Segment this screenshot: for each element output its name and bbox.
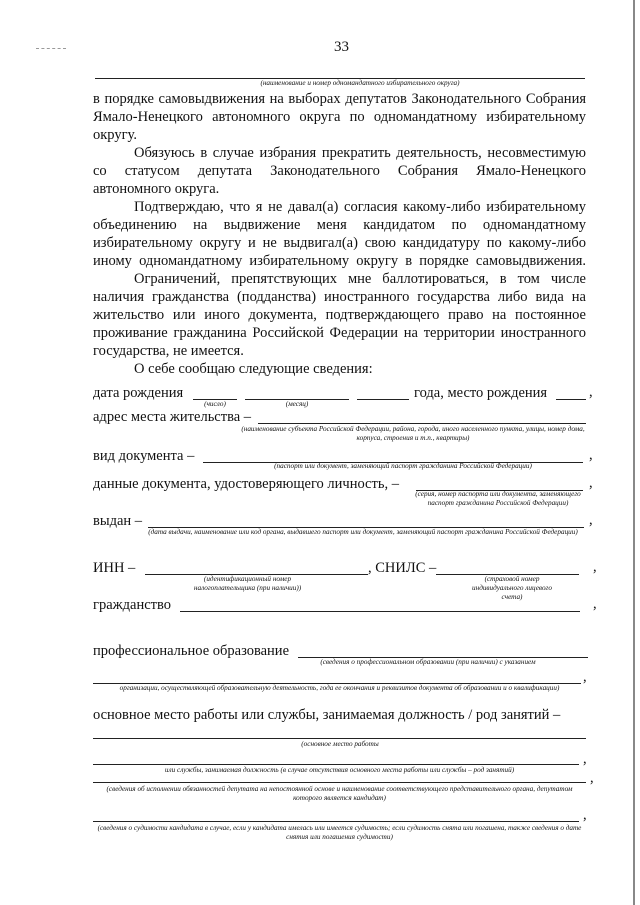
doc-type-hint: (паспорт или документ, заменяющий паспорт гражданина Российской Федерации) xyxy=(274,462,532,470)
doc-type-label: вид документа – xyxy=(93,448,195,464)
p3-line2: объединению на выдвижение меня кандидатом по одномандатному xyxy=(93,217,586,233)
district-hint: (наименование и номер одномандатного избирательного округа) xyxy=(260,79,460,87)
citizenship-label: гражданство xyxy=(93,597,171,613)
doc-data-label: данные документа, удостоверяющего личность, – xyxy=(93,476,399,492)
p1-line1: в порядке самовыдвижения на выборах депутатов Законодательного Собрания xyxy=(93,91,586,107)
p4-line4: проживание гражданина Российской Федерации на территории иностранного xyxy=(93,325,586,341)
p3-line1: Подтверждаю, что я не давал(а) согласия какому-либо избирательному xyxy=(134,199,586,215)
issued-hint: (дата выдачи, наименование или код органа, выдавшего паспорт или документ, заменяющий паспорт гражданина Российской Федерации) xyxy=(148,528,578,536)
work-hint-1: (основное место работы xyxy=(301,740,379,748)
p4-line1: Ограничений, препятствующих мне баллотироваться, в том числе xyxy=(134,271,586,287)
snils-label: , СНИЛС – xyxy=(368,560,437,576)
birth-place-label: года, место рождения xyxy=(414,385,548,401)
comma: , xyxy=(583,751,587,767)
comma: , xyxy=(593,559,597,575)
p3-line4: иному одномандатному избирательному округу в порядке самовыдвижения. xyxy=(93,253,586,269)
conviction-hint: (сведения о судимости кандидата в случае, если у кандидата имелась или имеется судимость; если судимость снята или погашена, также сведения о дате снятия или погашения судимости) xyxy=(97,824,582,841)
address-hint: (наименование субъекта Российской Федерации, района, города, иного населенного пункта, улицы, номер дома, корпуса, строения и т.п., квартиры) xyxy=(241,425,585,442)
address-line xyxy=(258,423,586,424)
conviction-line xyxy=(93,821,579,822)
inn-label: ИНН – xyxy=(93,560,136,576)
comma: , xyxy=(593,596,597,612)
education-hint-2: организации, осуществляющей образовательную деятельность, года ее окончания и реквизитов документа об образовании и о квалификации) xyxy=(119,684,560,692)
p2-line3: автономного округа. xyxy=(93,181,220,197)
month-hint: (месяц) xyxy=(285,400,309,408)
inn-hint: (идентификационный номер налогоплательщика (при наличии)) xyxy=(193,575,302,592)
birth-date-label: дата рождения xyxy=(93,385,184,401)
comma: , xyxy=(589,447,593,463)
birth-year-line xyxy=(357,399,409,400)
education-hint-1: (сведения о профессиональном образовании (при наличии) с указанием xyxy=(320,658,536,666)
doc-data-hint: (серия, номер паспорта или документа, заменяющего паспорт гражданина Российской Федерации) xyxy=(415,490,581,507)
deputy-line xyxy=(93,782,586,783)
comma: , xyxy=(589,475,593,491)
snils-hint: (страховой номер индивидуального лицевого счета) xyxy=(472,575,552,601)
issued-label: выдан – xyxy=(93,513,143,529)
work-label: основное место работы или службы, занимаемая должность / род занятий – xyxy=(93,707,561,723)
birth-place-line xyxy=(556,399,586,400)
work-hint-2: или службы, занимаемая должность (в случае отсутствия основного места работы или службы – род занятий) xyxy=(164,766,515,774)
page-edge xyxy=(633,0,635,905)
comma: , xyxy=(583,807,587,823)
work-line2 xyxy=(93,764,579,765)
p3-line3: избирательному округу и не выдвигал(а) свою кандидатуру по какому-либо xyxy=(93,235,586,251)
p4-line2: наличия гражданства (подданства) иностранного государства либо вида на xyxy=(93,289,586,305)
deputy-hint: (сведения об исполнении обязанностей депутата на непостоянной основе и наименование соответствующего представительного органа, депутатом которого является кандидат) xyxy=(106,785,573,802)
work-line1 xyxy=(93,738,586,739)
day-hint: (число) xyxy=(204,400,226,408)
p2-line2: со статусом депутата Законодательного Собрания Ямало-Ненецкого xyxy=(93,163,586,179)
p5-line: О себе сообщаю следующие сведения: xyxy=(134,361,373,377)
p2-line1: Обязуюсь в случае избрания прекратить деятельность, несовместимую xyxy=(134,145,586,161)
comma: , xyxy=(589,384,593,400)
comma: , xyxy=(589,512,593,528)
education-label: профессиональное образование xyxy=(93,643,290,659)
citizenship-line xyxy=(180,611,580,612)
comma: , xyxy=(590,770,594,786)
p4-line3: жительство или иного документа, подтверждающего право на постоянное xyxy=(93,307,586,323)
page-number: 33 xyxy=(334,39,349,55)
comma: , xyxy=(583,669,587,685)
p1-line2: Ямало-Ненецкого автономного округа по одномандатному избирательному xyxy=(93,109,586,125)
address-label: адрес места жительства – xyxy=(93,409,252,425)
edge-mark xyxy=(36,48,66,49)
p1-line3: округу. xyxy=(93,127,137,143)
p4-line5: государства, не имеется. xyxy=(93,343,244,359)
